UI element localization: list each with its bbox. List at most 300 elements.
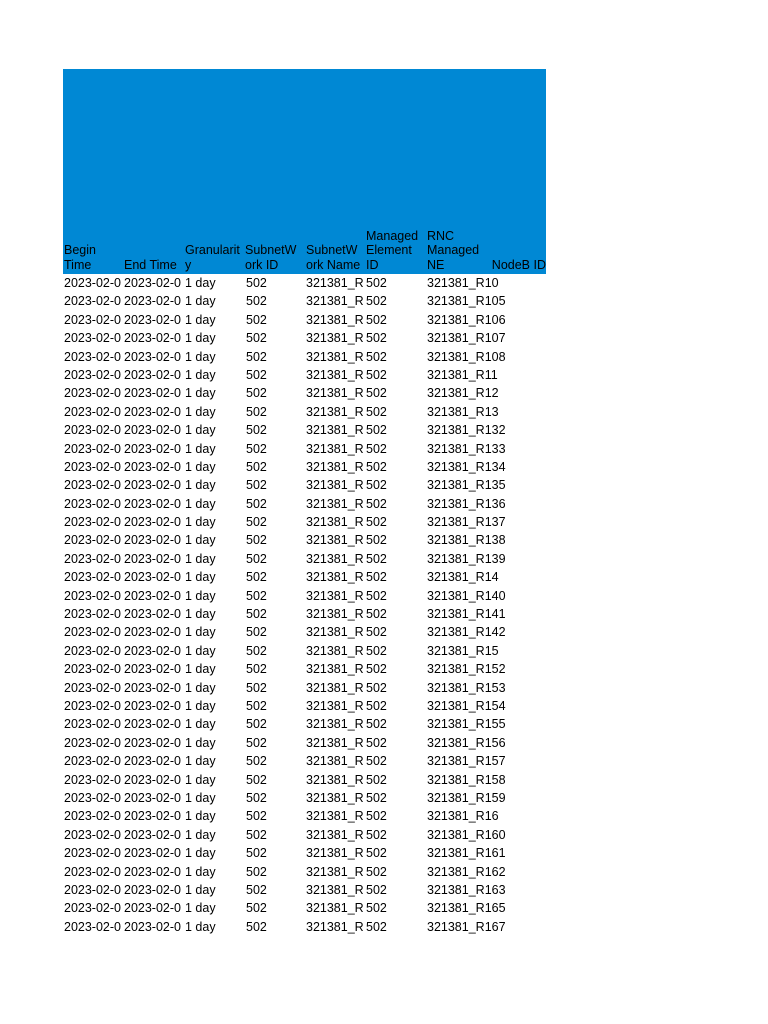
cell-end-time[interactable]: 2023-02-0	[124, 331, 181, 346]
table-row[interactable]	[63, 881, 546, 899]
cell-granularity[interactable]: 1 day	[185, 276, 216, 290]
table-row[interactable]	[63, 440, 546, 458]
cell-begin-time[interactable]: 2023-02-0	[64, 533, 121, 548]
cell-begin-time[interactable]: 2023-02-0	[64, 717, 121, 732]
cell-managed-element-id[interactable]: 502	[366, 790, 387, 805]
cell-rnc-nodeb[interactable]	[427, 899, 545, 917]
cell-granularity[interactable]: 1 day	[185, 680, 216, 695]
cell-end-time[interactable]: 2023-02-0	[124, 349, 181, 364]
cell-begin-time[interactable]: 2023-02-0	[64, 331, 121, 346]
cell-rnc-nodeb[interactable]	[427, 274, 545, 292]
cell-begin-time[interactable]: 2023-02-0	[64, 901, 121, 916]
cell-subnetwork-name[interactable]: 321381_R	[306, 551, 364, 566]
cell-subnetwork-name[interactable]: 321381_R	[306, 386, 364, 401]
cell-end-time[interactable]: 2023-02-0	[124, 367, 181, 382]
cell-managed-element-id[interactable]: 502	[366, 698, 387, 713]
table-row[interactable]	[63, 292, 546, 310]
cell-rnc-nodeb[interactable]	[427, 789, 545, 807]
cell-end-time[interactable]: 2023-02-0	[124, 754, 181, 769]
cell-granularity[interactable]: 1 day	[185, 790, 216, 805]
cell-subnetwork-id[interactable]: 502	[246, 882, 267, 897]
table-row[interactable]	[63, 311, 546, 329]
cell-subnetwork-name[interactable]: 321381_R	[306, 294, 364, 309]
table-row[interactable]	[63, 421, 546, 439]
cell-rnc-managed-ne: 321381_R	[427, 735, 485, 750]
cell-subnetwork-name[interactable]: 321381_R	[306, 901, 364, 916]
cell-rnc-nodeb[interactable]	[427, 807, 545, 825]
table-row[interactable]	[63, 771, 546, 789]
cell-rnc-nodeb[interactable]	[427, 587, 545, 605]
table-row[interactable]	[63, 531, 546, 549]
cell-rnc-nodeb[interactable]	[427, 329, 545, 347]
table-row[interactable]	[63, 918, 546, 936]
cell-subnetwork-id[interactable]: 502	[246, 459, 267, 474]
cell-rnc-nodeb[interactable]	[427, 403, 545, 421]
cell-end-time[interactable]: 2023-02-0	[124, 882, 181, 897]
cell-managed-element-id[interactable]: 502	[366, 459, 387, 474]
cell-granularity[interactable]: 1 day	[185, 312, 216, 327]
cell-rnc-nodeb[interactable]	[427, 660, 545, 678]
cell-granularity[interactable]: 1 day	[185, 441, 216, 456]
cell-begin-time[interactable]: 2023-02-0	[64, 294, 121, 309]
cell-begin-time[interactable]: 2023-02-0	[64, 551, 121, 566]
cell-subnetwork-name[interactable]: 321381_R	[306, 367, 364, 382]
table-row[interactable]	[63, 458, 546, 476]
cell-end-time[interactable]: 2023-02-0	[124, 423, 181, 438]
cell-subnetwork-name[interactable]: 321381_R	[306, 404, 364, 419]
cell-managed-element-id[interactable]: 502	[366, 717, 387, 732]
cell-granularity[interactable]: 1 day	[185, 478, 216, 493]
cell-rnc-nodeb[interactable]	[427, 531, 545, 549]
cell-end-time[interactable]: 2023-02-0	[124, 570, 181, 585]
cell-granularity[interactable]: 1 day	[185, 827, 216, 842]
cell-rnc-nodeb[interactable]	[427, 623, 545, 641]
cell-end-time[interactable]: 2023-02-0	[124, 662, 181, 677]
header-begin-time[interactable]: Begin Time	[64, 243, 96, 272]
cell-begin-time[interactable]: 2023-02-0	[64, 643, 121, 658]
cell-granularity[interactable]: 1 day	[185, 864, 216, 879]
cell-granularity[interactable]: 1 day	[185, 423, 216, 438]
cell-managed-element-id[interactable]: 502	[366, 919, 387, 934]
cell-subnetwork-id[interactable]: 502	[246, 312, 267, 327]
cell-subnetwork-name[interactable]: 321381_R	[306, 662, 364, 677]
cell-managed-element-id[interactable]: 502	[366, 735, 387, 750]
cell-managed-element-id[interactable]: 502	[366, 276, 387, 290]
header-nodeb-id[interactable]: NodeB ID	[491, 257, 546, 272]
cell-subnetwork-name[interactable]: 321381_R	[306, 827, 364, 842]
cell-subnetwork-name[interactable]: 321381_R	[306, 441, 364, 456]
cell-begin-time[interactable]: 2023-02-0	[64, 882, 121, 897]
cell-subnetwork-id[interactable]: 502	[246, 607, 267, 622]
cell-subnetwork-name[interactable]: 321381_R	[306, 772, 364, 787]
cell-end-time[interactable]: 2023-02-0	[124, 404, 181, 419]
cell-subnetwork-name[interactable]: 321381_R	[306, 864, 364, 879]
cell-managed-element-id[interactable]: 502	[366, 386, 387, 401]
cell-managed-element-id[interactable]: 502	[366, 607, 387, 622]
cell-managed-element-id[interactable]: 502	[366, 331, 387, 346]
cell-begin-time[interactable]: 2023-02-0	[64, 441, 121, 456]
cell-end-time[interactable]: 2023-02-0	[124, 919, 181, 934]
cell-end-time[interactable]: 2023-02-0	[124, 809, 181, 824]
cell-subnetwork-name[interactable]: 321381_R	[306, 570, 364, 585]
cell-rnc-nodeb[interactable]	[427, 495, 545, 513]
cell-subnetwork-id[interactable]: 502	[246, 919, 267, 934]
cell-begin-time[interactable]: 2023-02-0	[64, 367, 121, 382]
cell-subnetwork-id[interactable]: 502	[246, 294, 267, 309]
cell-begin-time[interactable]: 2023-02-0	[64, 846, 121, 861]
cell-managed-element-id[interactable]: 502	[366, 625, 387, 640]
cell-granularity[interactable]: 1 day	[185, 386, 216, 401]
cell-granularity[interactable]: 1 day	[185, 404, 216, 419]
cell-managed-element-id[interactable]: 502	[366, 570, 387, 585]
cell-begin-time[interactable]: 2023-02-0	[64, 312, 121, 327]
cell-rnc-nodeb[interactable]	[427, 734, 545, 752]
cell-rnc-managed-ne: 321381_R	[427, 515, 485, 530]
cell-managed-element-id[interactable]: 502	[366, 404, 387, 419]
cell-begin-time[interactable]: 2023-02-0	[64, 276, 121, 290]
cell-subnetwork-id[interactable]: 502	[246, 496, 267, 511]
cell-managed-element-id[interactable]: 502	[366, 846, 387, 861]
cell-rnc-nodeb[interactable]	[427, 311, 545, 329]
cell-rnc-nodeb[interactable]	[427, 568, 545, 586]
cell-managed-element-id[interactable]: 502	[366, 772, 387, 787]
cell-end-time[interactable]: 2023-02-0	[124, 735, 181, 750]
cell-end-time[interactable]: 2023-02-0	[124, 827, 181, 842]
cell-nodeb-id: 13	[484, 404, 499, 419]
cell-granularity[interactable]: 1 day	[185, 515, 216, 530]
cell-subnetwork-id[interactable]: 502	[246, 809, 267, 824]
cell-subnetwork-id[interactable]: 502	[246, 846, 267, 861]
cell-granularity[interactable]: 1 day	[185, 846, 216, 861]
cell-granularity[interactable]: 1 day	[185, 643, 216, 658]
cell-subnetwork-id[interactable]: 502	[246, 735, 267, 750]
cell-subnetwork-name[interactable]: 321381_R	[306, 312, 364, 327]
cell-granularity[interactable]: 1 day	[185, 625, 216, 640]
cell-subnetwork-name[interactable]: 321381_R	[306, 607, 364, 622]
cell-subnetwork-name[interactable]: 321381_R	[306, 735, 364, 750]
table-row[interactable]	[63, 826, 546, 844]
cell-granularity[interactable]: 1 day	[185, 533, 216, 548]
cell-rnc-nodeb[interactable]	[427, 384, 545, 402]
cell-begin-time[interactable]: 2023-02-0	[64, 754, 121, 769]
cell-granularity[interactable]: 1 day	[185, 294, 216, 309]
cell-end-time[interactable]: 2023-02-0	[124, 717, 181, 732]
table-row[interactable]	[63, 403, 546, 421]
header-granularity[interactable]: Granularit y	[185, 243, 240, 272]
cell-subnetwork-id[interactable]: 502	[246, 533, 267, 548]
cell-subnetwork-id[interactable]: 502	[246, 331, 267, 346]
cell-end-time[interactable]: 2023-02-0	[124, 790, 181, 805]
cell-managed-element-id[interactable]: 502	[366, 496, 387, 511]
cell-subnetwork-name[interactable]: 321381_R	[306, 882, 364, 897]
cell-end-time[interactable]: 2023-02-0	[124, 901, 181, 916]
cell-managed-element-id[interactable]: 502	[366, 809, 387, 824]
cell-granularity[interactable]: 1 day	[185, 882, 216, 897]
cell-end-time[interactable]: 2023-02-0	[124, 772, 181, 787]
cell-begin-time[interactable]: 2023-02-0	[64, 349, 121, 364]
cell-rnc-nodeb[interactable]	[427, 863, 545, 881]
cell-rnc-nodeb[interactable]	[427, 605, 545, 623]
cell-granularity[interactable]: 1 day	[185, 349, 216, 364]
table-row[interactable]	[63, 642, 546, 660]
cell-managed-element-id[interactable]: 502	[366, 515, 387, 530]
cell-subnetwork-id[interactable]: 502	[246, 551, 267, 566]
cell-end-time[interactable]: 2023-02-0	[124, 533, 181, 548]
cell-rnc-nodeb[interactable]	[427, 715, 545, 733]
cell-begin-time[interactable]: 2023-02-0	[64, 423, 121, 438]
cell-managed-element-id[interactable]: 502	[366, 312, 387, 327]
cell-end-time[interactable]: 2023-02-0	[124, 386, 181, 401]
cell-rnc-nodeb[interactable]	[427, 476, 545, 494]
table-row[interactable]	[63, 605, 546, 623]
cell-subnetwork-name[interactable]: 321381_R	[306, 331, 364, 346]
cell-granularity[interactable]: 1 day	[185, 698, 216, 713]
cell-managed-element-id[interactable]: 502	[366, 533, 387, 548]
cell-end-time[interactable]: 2023-02-0	[124, 588, 181, 603]
cell-subnetwork-name[interactable]: 321381_R	[306, 423, 364, 438]
cell-subnetwork-id[interactable]: 502	[246, 790, 267, 805]
cell-subnetwork-id[interactable]: 502	[246, 864, 267, 879]
cell-end-time[interactable]: 2023-02-0	[124, 312, 181, 327]
cell-rnc-managed-ne: 321381_R	[427, 662, 485, 677]
cell-subnetwork-id[interactable]: 502	[246, 643, 267, 658]
table-row[interactable]	[63, 863, 546, 881]
table-row[interactable]	[63, 348, 546, 366]
cell-subnetwork-name[interactable]: 321381_R	[306, 276, 364, 290]
cell-subnetwork-id[interactable]: 502	[246, 386, 267, 401]
cell-end-time[interactable]: 2023-02-0	[124, 680, 181, 695]
table-row[interactable]	[63, 513, 546, 531]
cell-begin-time[interactable]: 2023-02-0	[64, 459, 121, 474]
cell-subnetwork-name[interactable]: 321381_R	[306, 698, 364, 713]
cell-subnetwork-name[interactable]: 321381_R	[306, 809, 364, 824]
cell-managed-element-id[interactable]: 502	[366, 882, 387, 897]
cell-subnetwork-name[interactable]: 321381_R	[306, 515, 364, 530]
cell-subnetwork-id[interactable]: 502	[246, 698, 267, 713]
cell-subnetwork-id[interactable]: 502	[246, 570, 267, 585]
cell-end-time[interactable]: 2023-02-0	[124, 607, 181, 622]
cell-managed-element-id[interactable]: 502	[366, 827, 387, 842]
cell-subnetwork-id[interactable]: 502	[246, 901, 267, 916]
cell-subnetwork-id[interactable]: 502	[246, 717, 267, 732]
cell-rnc-nodeb[interactable]	[427, 348, 545, 366]
cell-managed-element-id[interactable]: 502	[366, 901, 387, 916]
cell-granularity[interactable]: 1 day	[185, 717, 216, 732]
cell-end-time[interactable]: 2023-02-0	[124, 698, 181, 713]
cell-begin-time[interactable]: 2023-02-0	[64, 772, 121, 787]
cell-begin-time[interactable]: 2023-02-0	[64, 478, 121, 493]
cell-rnc-nodeb[interactable]	[427, 642, 545, 660]
cell-rnc-nodeb[interactable]	[427, 440, 545, 458]
cell-rnc-nodeb[interactable]	[427, 918, 545, 936]
cell-subnetwork-name[interactable]: 321381_R	[306, 790, 364, 805]
cell-subnetwork-id[interactable]: 502	[246, 662, 267, 677]
cell-rnc-nodeb[interactable]	[427, 366, 545, 384]
table-row[interactable]	[63, 550, 546, 568]
cell-subnetwork-id[interactable]: 502	[246, 625, 267, 640]
cell-end-time[interactable]: 2023-02-0	[124, 551, 181, 566]
cell-subnetwork-id[interactable]: 502	[246, 772, 267, 787]
cell-subnetwork-id[interactable]: 502	[246, 588, 267, 603]
cell-rnc-nodeb[interactable]	[427, 771, 545, 789]
cell-subnetwork-id[interactable]: 502	[246, 441, 267, 456]
cell-begin-time[interactable]: 2023-02-0	[64, 919, 121, 934]
cell-subnetwork-name[interactable]: 321381_R	[306, 919, 364, 934]
cell-rnc-nodeb[interactable]	[427, 550, 545, 568]
cell-begin-time[interactable]: 2023-02-0	[64, 607, 121, 622]
cell-managed-element-id[interactable]: 502	[366, 551, 387, 566]
table-row[interactable]	[63, 366, 546, 384]
table-row[interactable]	[63, 715, 546, 733]
header-subnetwork-id[interactable]: SubnetW ork ID	[245, 243, 297, 272]
cell-granularity[interactable]: 1 day	[185, 919, 216, 934]
cell-subnetwork-name[interactable]: 321381_R	[306, 643, 364, 658]
cell-subnetwork-name[interactable]: 321381_R	[306, 496, 364, 511]
cell-subnetwork-id[interactable]: 502	[246, 515, 267, 530]
cell-rnc-nodeb[interactable]	[427, 679, 545, 697]
header-subnetwork-name[interactable]: SubnetW ork Name	[306, 243, 361, 272]
cell-begin-time[interactable]: 2023-02-0	[64, 827, 121, 842]
cell-subnetwork-id[interactable]: 502	[246, 367, 267, 382]
cell-subnetwork-name[interactable]: 321381_R	[306, 680, 364, 695]
cell-end-time[interactable]: 2023-02-0	[124, 478, 181, 493]
cell-granularity[interactable]: 1 day	[185, 367, 216, 382]
table-row[interactable]	[63, 587, 546, 605]
cell-subnetwork-name[interactable]: 321381_R	[306, 846, 364, 861]
cell-begin-time[interactable]: 2023-02-0	[64, 625, 121, 640]
cell-managed-element-id[interactable]: 502	[366, 643, 387, 658]
table-row[interactable]	[63, 329, 546, 347]
cell-managed-element-id[interactable]: 502	[366, 367, 387, 382]
cell-end-time[interactable]: 2023-02-0	[124, 643, 181, 658]
cell-begin-time[interactable]: 2023-02-0	[64, 588, 121, 603]
cell-end-time[interactable]: 2023-02-0	[124, 864, 181, 879]
cell-subnetwork-name[interactable]: 321381_R	[306, 717, 364, 732]
cell-end-time[interactable]: 2023-02-0	[124, 515, 181, 530]
cell-subnetwork-name[interactable]: 321381_R	[306, 588, 364, 603]
cell-granularity[interactable]: 1 day	[185, 588, 216, 603]
cell-rnc-nodeb[interactable]	[427, 292, 545, 310]
cell-granularity[interactable]: 1 day	[185, 551, 216, 566]
cell-subnetwork-id[interactable]: 502	[246, 276, 267, 290]
cell-begin-time[interactable]: 2023-02-0	[64, 698, 121, 713]
cell-begin-time[interactable]: 2023-02-0	[64, 680, 121, 695]
cell-subnetwork-id[interactable]: 502	[246, 754, 267, 769]
cell-granularity[interactable]: 1 day	[185, 459, 216, 474]
cell-granularity[interactable]: 1 day	[185, 570, 216, 585]
cell-granularity[interactable]: 1 day	[185, 662, 216, 677]
table-row[interactable]	[63, 476, 546, 494]
cell-granularity[interactable]: 1 day	[185, 754, 216, 769]
cell-granularity[interactable]: 1 day	[185, 496, 216, 511]
cell-granularity[interactable]: 1 day	[185, 607, 216, 622]
cell-managed-element-id[interactable]: 502	[366, 662, 387, 677]
cell-rnc-nodeb[interactable]	[427, 881, 545, 899]
cell-granularity[interactable]: 1 day	[185, 735, 216, 750]
cell-granularity[interactable]: 1 day	[185, 901, 216, 916]
cell-managed-element-id[interactable]: 502	[366, 294, 387, 309]
cell-subnetwork-id[interactable]: 502	[246, 478, 267, 493]
cell-rnc-nodeb[interactable]	[427, 458, 545, 476]
cell-begin-time[interactable]: 2023-02-0	[64, 404, 121, 419]
cell-begin-time[interactable]: 2023-02-0	[64, 515, 121, 530]
table-row[interactable]	[63, 844, 546, 862]
table-row[interactable]	[63, 899, 546, 917]
cell-subnetwork-name[interactable]: 321381_R	[306, 459, 364, 474]
cell-subnetwork-name[interactable]: 321381_R	[306, 754, 364, 769]
cell-granularity[interactable]: 1 day	[185, 809, 216, 824]
table-row[interactable]	[63, 789, 546, 807]
cell-managed-element-id[interactable]: 502	[366, 423, 387, 438]
cell-begin-time[interactable]: 2023-02-0	[64, 735, 121, 750]
cell-subnetwork-id[interactable]: 502	[246, 349, 267, 364]
cell-subnetwork-name[interactable]: 321381_R	[306, 625, 364, 640]
table-row[interactable]	[63, 623, 546, 641]
header-managed-element-id[interactable]: Managed Element ID	[366, 228, 419, 272]
cell-subnetwork-name[interactable]: 321381_R	[306, 478, 364, 493]
cell-end-time[interactable]: 2023-02-0	[124, 496, 181, 511]
table-row[interactable]	[63, 807, 546, 825]
table-row[interactable]	[63, 274, 546, 292]
cell-rnc-nodeb[interactable]	[427, 697, 545, 715]
cell-begin-time[interactable]: 2023-02-0	[64, 790, 121, 805]
cell-managed-element-id[interactable]: 502	[366, 588, 387, 603]
cell-end-time[interactable]: 2023-02-0	[124, 625, 181, 640]
cell-managed-element-id[interactable]: 502	[366, 754, 387, 769]
cell-subnetwork-name[interactable]: 321381_R	[306, 533, 364, 548]
header-end-time[interactable]: End Time	[124, 257, 177, 272]
cell-end-time[interactable]: 2023-02-0	[124, 459, 181, 474]
cell-subnetwork-id[interactable]: 502	[246, 423, 267, 438]
cell-begin-time[interactable]: 2023-02-0	[64, 809, 121, 824]
table-row[interactable]	[63, 697, 546, 715]
cell-rnc-nodeb[interactable]	[427, 513, 545, 531]
cell-end-time[interactable]: 2023-02-0	[124, 441, 181, 456]
cell-granularity[interactable]: 1 day	[185, 331, 216, 346]
table-row[interactable]	[63, 752, 546, 770]
cell-begin-time[interactable]: 2023-02-0	[64, 864, 121, 879]
cell-subnetwork-id[interactable]: 502	[246, 404, 267, 419]
cell-subnetwork-id[interactable]: 502	[246, 680, 267, 695]
table-row[interactable]	[63, 568, 546, 586]
cell-rnc-nodeb[interactable]	[427, 421, 545, 439]
table-row[interactable]	[63, 495, 546, 513]
cell-subnetwork-id[interactable]: 502	[246, 827, 267, 842]
cell-rnc-nodeb[interactable]	[427, 826, 545, 844]
cell-begin-time[interactable]: 2023-02-0	[64, 496, 121, 511]
cell-end-time[interactable]: 2023-02-0	[124, 846, 181, 861]
cell-subnetwork-name[interactable]: 321381_R	[306, 349, 364, 364]
cell-end-time[interactable]: 2023-02-0	[124, 276, 181, 290]
table-row[interactable]	[63, 734, 546, 752]
header-rnc-managed-ne[interactable]: RNC Managed NE	[427, 228, 480, 272]
cell-begin-time[interactable]: 2023-02-0	[64, 570, 121, 585]
cell-managed-element-id[interactable]: 502	[366, 349, 387, 364]
cell-managed-element-id[interactable]: 502	[366, 441, 387, 456]
cell-managed-element-id[interactable]: 502	[366, 478, 387, 493]
cell-rnc-nodeb[interactable]	[427, 752, 545, 770]
cell-begin-time[interactable]: 2023-02-0	[64, 662, 121, 677]
cell-begin-time[interactable]: 2023-02-0	[64, 386, 121, 401]
table-row[interactable]	[63, 384, 546, 402]
cell-end-time[interactable]: 2023-02-0	[124, 294, 181, 309]
cell-rnc-nodeb[interactable]	[427, 844, 545, 862]
table-row[interactable]	[63, 660, 546, 678]
table-row[interactable]	[63, 679, 546, 697]
cell-managed-element-id[interactable]: 502	[366, 680, 387, 695]
cell-managed-element-id[interactable]: 502	[366, 864, 387, 879]
cell-granularity[interactable]: 1 day	[185, 772, 216, 787]
